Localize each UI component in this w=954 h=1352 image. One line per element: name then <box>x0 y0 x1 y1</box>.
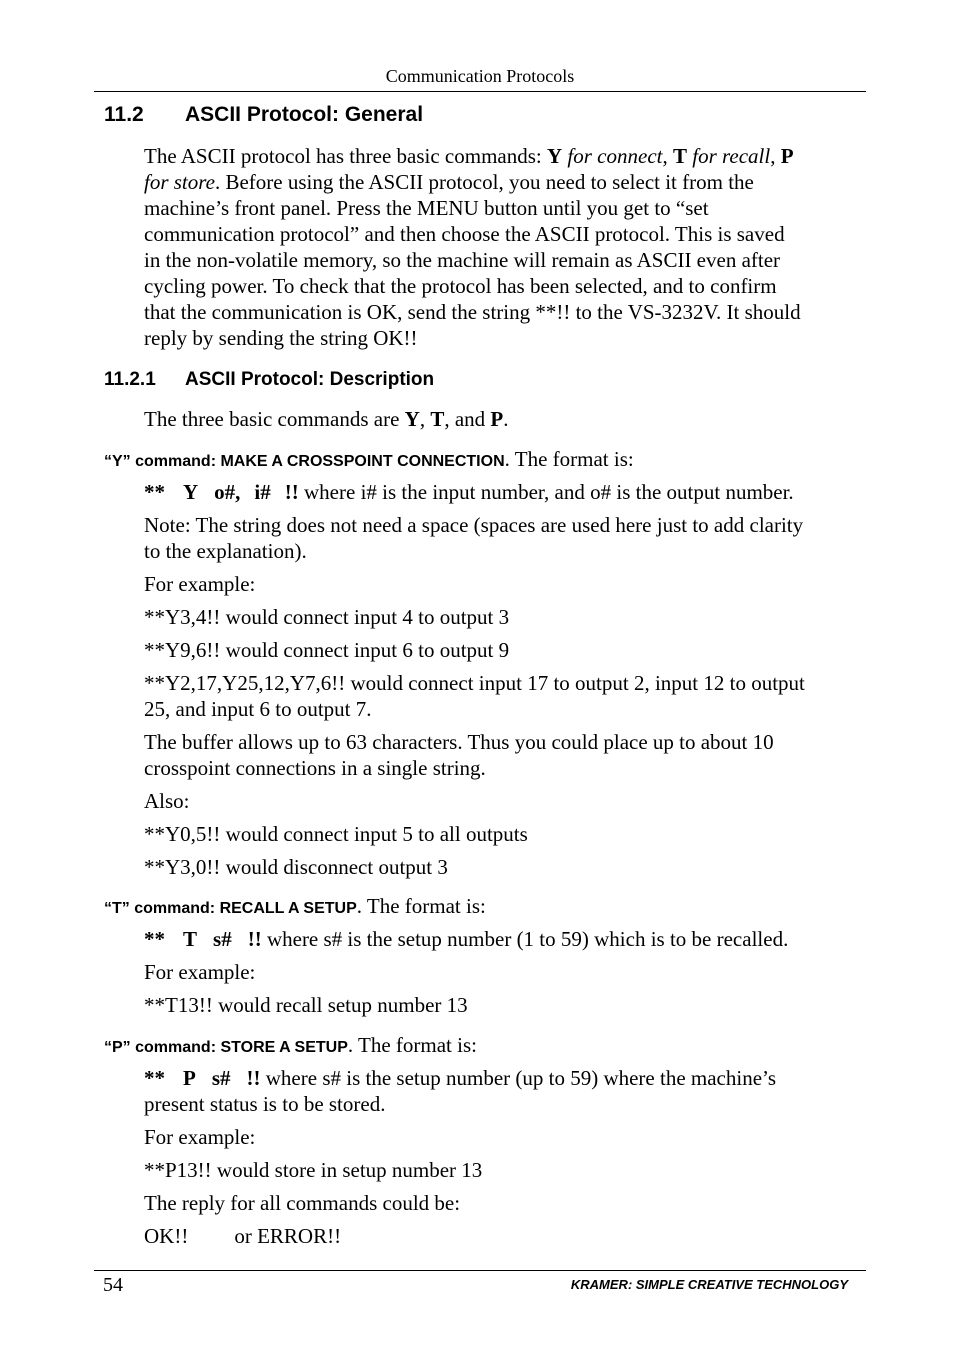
t-example-label: For example: <box>144 960 256 984</box>
intro-paragraph <box>144 143 862 351</box>
reply-intro: The reply for all commands could be: <box>144 1191 461 1215</box>
y-example-1: **Y3,4!! would connect input 4 to output 3 <box>144 605 510 629</box>
y-example-2: **Y9,6!! would connect input 6 to output 9 <box>144 638 510 662</box>
page-number: 54 <box>103 1274 123 1296</box>
footer-brand: KRAMER: SIMPLE CREATIVE TECHNOLOGY <box>570 1277 848 1292</box>
t-command-format: ** T s# !! where s# is the setup number (1 to 59) which is to be recalled. <box>144 927 789 951</box>
p-example-1: **P13!! would store in setup number 13 <box>144 1158 483 1182</box>
reply-error: or ERROR!! <box>234 1224 342 1248</box>
intro-line-2: for store. Before using the ASCII protocol, you need to select it from the <box>144 170 754 194</box>
y-example-4: **Y0,5!! would connect input 5 to all outputs <box>144 822 528 846</box>
p-command-heading: “P” command: STORE A SETUP. The format is: <box>104 1033 477 1057</box>
section-title: ASCII Protocol: General <box>185 103 424 126</box>
y-command-note: Note: The string does not need a space (spaces are used here just to add clarity to the explanation). <box>144 513 804 563</box>
intro-line-6: cycling power. To check that the protocol has been selected, and to confirm <box>144 274 777 298</box>
subsection-title: ASCII Protocol: Description <box>185 369 435 390</box>
header-rule <box>94 91 866 92</box>
intro-line-8: reply by sending the string OK!! <box>144 326 418 350</box>
subsection-heading <box>104 369 434 391</box>
running-header: Communication Protocols <box>385 66 575 86</box>
y-buffer-note: The buffer allows up to 63 characters. Thus you could place up to about 10 crosspoint connections in a single string. <box>144 730 774 780</box>
y-example-5: **Y3,0!! would disconnect output 3 <box>144 855 448 879</box>
section-number: 11.2 <box>104 103 144 126</box>
y-command-format: ** Y o#, i# !! where i# is the input number, and o# is the output number. <box>144 480 794 504</box>
t-command-heading: “T” command: RECALL A SETUP. The format is: <box>104 894 486 918</box>
commands-summary: The three basic commands are Y, T, and P. <box>144 407 509 431</box>
p-example-label: For example: <box>144 1125 256 1149</box>
intro-line-3: machine’s front panel. Press the MENU button until you get to “set <box>144 196 709 220</box>
p-command-format: ** P s# !! where s# is the setup number (up to 59) where the machine’s present status is to be stored. <box>144 1066 777 1116</box>
y-example-3: **Y2,17,Y25,12,Y7,6!! would connect input 17 to output 2, input 12 to output 25, and input 6 to output 7. <box>144 671 805 721</box>
y-example-label: For example: <box>144 572 256 596</box>
intro-line-5: in the non-volatile memory, so the machine will remain as ASCII even after <box>144 248 781 272</box>
subsection-number: 11.2.1 <box>104 369 156 390</box>
reply-values <box>144 1223 862 1249</box>
reply-ok: OK!! <box>144 1224 189 1248</box>
y-also-label: Also: <box>144 789 190 813</box>
y-command-heading: “Y” command: MAKE A CROSSPOINT CONNECTION. The format is: <box>104 447 634 471</box>
t-example-1: **T13!! would recall setup number 13 <box>144 993 468 1017</box>
intro-line-1: The ASCII protocol has three basic commands: Y for connect, T for recall, P <box>144 144 794 168</box>
intro-line-4: communication protocol” and then choose the ASCII protocol. This is saved <box>144 222 785 246</box>
intro-line-7: that the communication is OK, send the string **!! to the VS-3232V. It should <box>144 300 801 324</box>
footer-rule <box>94 1270 866 1271</box>
section-heading <box>104 103 423 127</box>
